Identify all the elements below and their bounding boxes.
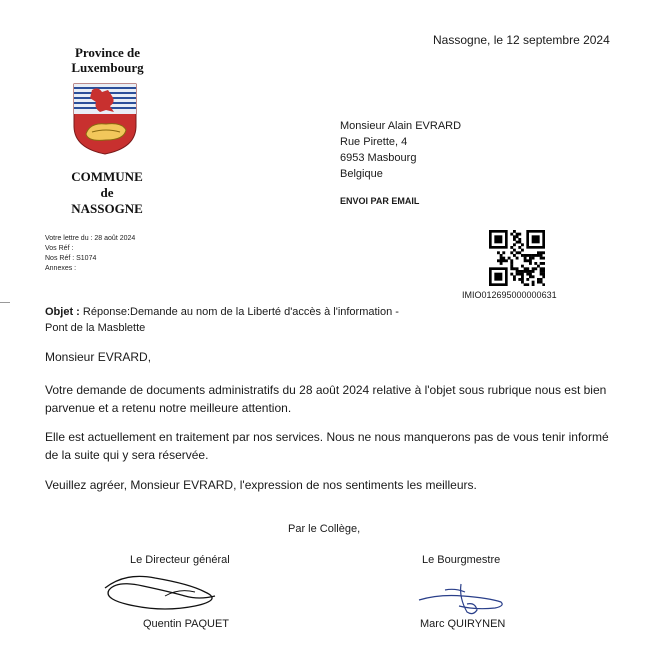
- fold-mark: [0, 302, 10, 303]
- right-signatory-title: Le Bourgmestre: [422, 554, 501, 566]
- subject-label: Objet :: [45, 306, 80, 318]
- right-signatory-name: Marc QUIRYNEN: [420, 618, 506, 630]
- recipient-city: 6953 Masbourg: [340, 152, 417, 164]
- left-signature-icon: [95, 566, 245, 616]
- commune-line-1: COMMUNE: [71, 169, 143, 184]
- paragraph-2: [45, 428, 615, 464]
- date-line: Nassogne, le 12 septembre 2024: [433, 33, 610, 47]
- paragraph-1: [45, 381, 615, 417]
- ref-annexes: Annexes :: [45, 265, 77, 272]
- subject-block: [45, 304, 445, 336]
- commune-title: [52, 169, 162, 217]
- coat-of-arms-icon: [72, 82, 138, 156]
- par-le-college: Par le Collège,: [288, 523, 361, 535]
- p2-line-2: de la suite qui y sera réservée.: [45, 448, 209, 462]
- right-signature-icon: [415, 580, 510, 620]
- commune-line-2: de: [100, 185, 114, 200]
- recipient-name: Monsieur Alain EVRARD: [340, 120, 462, 132]
- province-line-1: Province de: [74, 45, 141, 60]
- recipient-street: Rue Pirette, 4: [340, 136, 408, 148]
- references-block: [45, 234, 135, 274]
- commune-line-3: NASSOGNE: [71, 201, 143, 216]
- paragraph-3: Veuillez agréer, Monsieur EVRARD, l'expression de nos sentiments les meilleurs.: [45, 478, 477, 492]
- subject-line-1: Réponse:Demande au nom de la Liberté d'accès à l'information -: [82, 306, 399, 318]
- ref-nos-ref: Nos Réf : S1074: [45, 255, 97, 262]
- p1-line-2: parvenue et a retenu notre meilleure attention.: [45, 401, 292, 415]
- p1-line-1: Votre demande de documents administratifs du 28 août 2024 relative à l'objet sous rubrique nous est bien: [45, 383, 607, 397]
- province-line-2: Luxembourg: [71, 60, 144, 75]
- salutation: Monsieur EVRARD,: [45, 350, 152, 364]
- left-signatory-name: Quentin PAQUET: [143, 618, 229, 630]
- delivery-method: ENVOI PAR EMAIL: [340, 196, 420, 206]
- left-signatory-title: Le Directeur général: [130, 554, 230, 566]
- p2-line-1: Elle est actuellement en traitement par nos services. Nous ne nous manquerons pas de vous tenir informé: [45, 430, 609, 444]
- recipient-address: [340, 118, 461, 182]
- recipient-country: Belgique: [340, 168, 383, 180]
- province-title: [55, 45, 160, 75]
- qr-id: IMIO012695000000631: [462, 290, 557, 300]
- ref-vos-ref: Vos Réf :: [45, 245, 74, 252]
- qr-code-icon: [489, 230, 545, 286]
- subject-line-2: Pont de la Masblette: [45, 322, 146, 334]
- ref-votre-lettre: Votre lettre du : 28 août 2024: [45, 235, 136, 242]
